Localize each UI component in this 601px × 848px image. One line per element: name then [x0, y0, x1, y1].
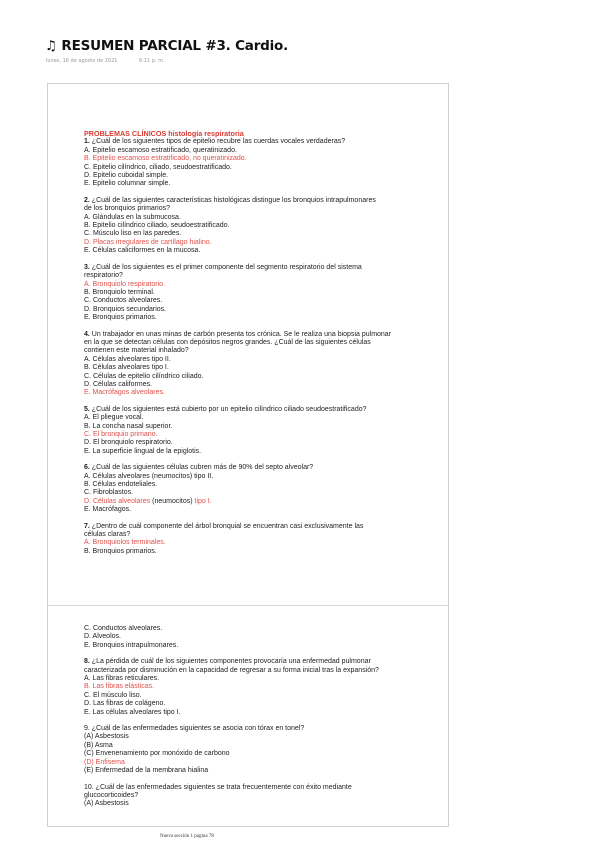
note-meta — [46, 58, 185, 64]
question-text: 2. ¿Cuál de las siguientes características histológicas distingue los bronquios intrapulmonares — [84, 196, 376, 204]
question-1 — [84, 138, 424, 188]
answer-c: C. Epitelio cilíndrico, ciliado, seudoestratificado. — [84, 163, 232, 171]
answer-d-correct: (D) Enfisema — [84, 758, 125, 766]
question-text-cont: glucocorticoides? — [84, 791, 139, 799]
question-text: 1. ¿Cuál de los siguientes tipos de epitelio recubre las cuerdas vocales verdaderas? — [84, 138, 346, 146]
question-5 — [84, 406, 424, 456]
answer-c: (C) Envenenamiento por monóxido de carbono — [84, 750, 230, 758]
note-title: ♫ RESUMEN PARCIAL #3. Cardio. — [45, 38, 289, 54]
answer-c: C. Conductos alveolares. — [84, 625, 163, 632]
question-text: 7. ¿Dentro de cuál componente del árbol bronquial se encuentran casi exclusivamente las — [84, 522, 364, 530]
answer-a: A. Epitelio escamoso estratificado, queratinizado. — [84, 146, 237, 154]
question-6 — [84, 464, 424, 514]
page-2-content — [84, 625, 424, 809]
answer-a-correct: A. Bronquiolo respiratorio. — [84, 280, 165, 288]
answer-d-correct: D. Células alveolares (neumocitos) tipo I. — [84, 497, 212, 505]
answer-b: (B) Asma — [84, 741, 113, 749]
question-text: 8. ¿La pérdida de cuál de los siguientes componentes provocaría una enfermedad pulmonar — [84, 658, 371, 666]
answer-d: D. El bronquiolo respiratorio. — [84, 439, 173, 447]
answer-b-correct: B. Las fibras elásticas. — [84, 683, 155, 691]
answer-b-correct: B. Epitelio escamoso estratificado, no queratinizado. — [84, 155, 247, 163]
answer-e: E. Bronquios primarios. — [84, 314, 157, 322]
question-text-cont: respiratorio? — [84, 272, 123, 280]
answer-b: B. Bronquiolo terminal. — [84, 288, 155, 296]
embedded-page-1 — [47, 83, 449, 605]
answer-a: A. Células alveolares (neumocitos) tipo II. — [84, 472, 214, 480]
page-footer: Nueva sección 1 página 78 — [160, 834, 214, 839]
answer-d: D. Alveolos. — [84, 633, 121, 641]
answer-e-correct: E. Macrófagos alveolares. — [84, 389, 165, 397]
answer-a: A. Las fibras reticulares. — [84, 675, 160, 683]
note-date: lunes, 16 de agosto de 2021 — [46, 58, 118, 64]
answer-d: D. Epitelio cuboidal simple. — [84, 172, 169, 180]
question-text: 10. ¿Cuál de las enfermedades siguientes se trata frecuentemente con éxito mediante — [84, 783, 352, 791]
question-3 — [84, 264, 424, 323]
answer-c: C. Fibroblastos. — [84, 489, 134, 497]
answer-a: (A) Asbestosis — [84, 800, 129, 808]
answer-e: E. La superficie lingual de la epiglotis. — [84, 447, 202, 455]
section-heading: PROBLEMAS CLÍNICOS histología respiratoria — [84, 129, 244, 138]
question-text-cont: células claras? — [84, 531, 131, 539]
question-text-cont: caracterizada por disminución en la capacidad de regresar a su forma inicial tras la expansión? — [84, 666, 379, 674]
answer-e: E. Epitelio columnar simple. — [84, 180, 171, 188]
answer-d: D. Bronquios secundarios. — [84, 305, 167, 313]
answer-c-correct: C. El bronquio primario. — [84, 431, 158, 438]
answer-b: B. Epitelio cilíndrico ciliado, seudoestratificado. — [84, 222, 230, 230]
question-2 — [84, 197, 424, 256]
answer-d-correct: D. Placas irregulares de cartílago hialino. — [84, 238, 212, 246]
question-9 — [84, 725, 424, 775]
answer-e: E. Macrófagos. — [84, 506, 132, 514]
answer-a: (A) Asbestosis — [84, 733, 129, 741]
question-text-cont: de los bronquios primarios? — [84, 205, 170, 213]
question-text: 3. ¿Cuál de los siguientes es el primer componente del segmento respiratorio del sistema — [84, 263, 362, 271]
question-text: 5. ¿Cuál de los siguientes está cubierto por un epitelio cilíndrico ciliado seudoestratificado? — [84, 405, 367, 413]
answer-a: A. Glándulas en la submucosa. — [84, 213, 181, 221]
question-text: 6. ¿Cuál de las siguientes células cubren más de 90% del septo alveolar? — [84, 464, 314, 472]
answer-c: C. Células de epitelio cilíndrico ciliado. — [84, 372, 204, 380]
answer-d: D. Las fibras de colágeno. — [84, 700, 166, 708]
question-7 — [84, 523, 424, 557]
answer-e: (E) Enfermedad de la membrana hialina — [84, 767, 209, 775]
question-text: 9. ¿Cuál de las enfermedades siguientes se asocia con tórax en tonel? — [84, 725, 305, 733]
question-text-cont: en la que se detectan células con depósitos negros grandes. ¿Cuál de las siguientes células — [84, 338, 371, 346]
question-text-cont: contienen este material inhalado? — [84, 347, 189, 355]
answer-e: E. Las células alveolares tipo I. — [84, 708, 181, 716]
answer-c: C. El músculo liso. — [84, 691, 142, 699]
answer-c: C. Conductos alveolares. — [84, 297, 163, 305]
question-10 — [84, 784, 424, 809]
question-text: 4. Un trabajador en unas minas de carbón presenta tos crónica. Se le realiza una biopsia pulmonar — [84, 330, 392, 338]
embedded-page-2 — [47, 605, 449, 827]
answer-c: C. Músculo liso en las paredes. — [84, 230, 182, 238]
note-time: 6:11 p. m. — [139, 58, 165, 64]
answer-b: B. Células endoteliales. — [84, 481, 158, 489]
answer-b: B. Bronquios primarios. — [84, 547, 157, 555]
answer-e: E. Células caliciformes en la mucosa. — [84, 247, 201, 255]
page-1-content — [84, 130, 424, 556]
answer-a: A. El pliegue vocal. — [84, 414, 144, 422]
answer-e: E. Bronquios intrapulmonares. — [84, 641, 179, 649]
answer-b: B. La concha nasal superior. — [84, 422, 173, 430]
answer-b: B. Células alveolares tipo I. — [84, 364, 169, 372]
question-8 — [84, 658, 424, 717]
question-4 — [84, 331, 424, 398]
answer-a-correct: A. Bronquiolos terminales. — [84, 539, 166, 547]
answer-a: A. Células alveolares tipo II. — [84, 355, 171, 363]
answer-d: D. Células califormes. — [84, 380, 153, 388]
